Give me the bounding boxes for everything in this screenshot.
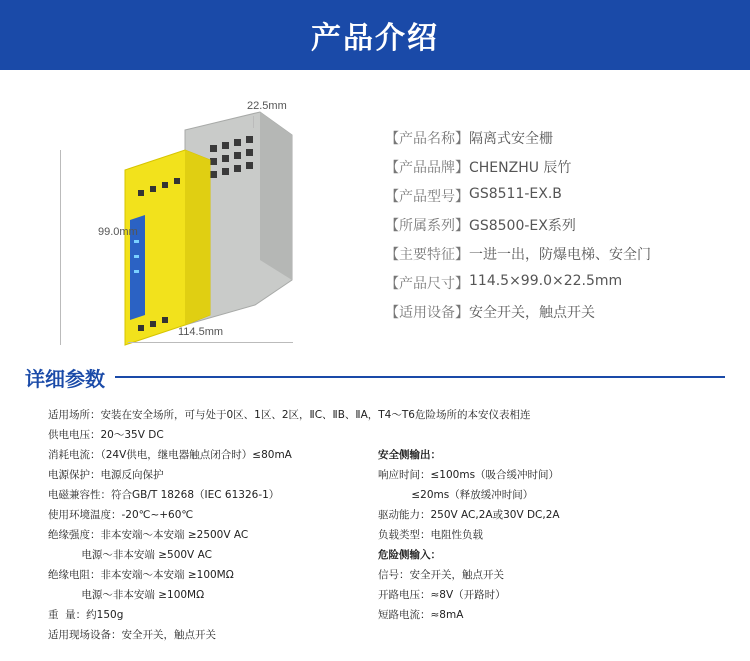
info-row-size: 【产品尺寸】 114.5×99.0×22.5mm	[385, 273, 623, 292]
param-line: 响应时间：≤100ms（吸合缓冲时间）	[378, 469, 560, 481]
dim-depth-label: 114.5mm	[178, 326, 224, 338]
param-line: 开路电压：≈8V（开路时）	[378, 589, 506, 601]
info-row-series: 【所属系列】 GS8500-EX系列	[385, 218, 576, 234]
param-line: 绝缘电阻：非本安端～本安端 ≥100MΩ	[48, 569, 234, 581]
param-line: 短路电流：≈8mA	[378, 609, 464, 621]
info-row-devices: 【适用设备】 安全开关，触点开关	[385, 305, 595, 321]
dim-line-left	[60, 150, 61, 345]
param-line: 适用现场设备：安全开关，触点开关	[48, 629, 216, 641]
header-banner	[0, 0, 750, 70]
product-image	[60, 90, 350, 350]
dim-height-label: 99.0mm	[98, 226, 138, 238]
dim-line-top	[253, 116, 254, 128]
info-row-name: 【产品名称】 隔离式安全栅	[385, 131, 553, 147]
section-title: 详细参数	[25, 366, 105, 391]
product-overview	[0, 70, 750, 350]
param-line: 电源保护：电源反向保护	[48, 469, 164, 481]
page-title: 产品介绍	[311, 21, 439, 56]
param-heading-input: 危险侧输入：	[378, 549, 441, 561]
info-row-features: 【主要特征】 一进一出，防爆电梯、安全门	[385, 247, 651, 263]
param-heading-output: 安全侧输出：	[378, 449, 441, 461]
param-line: 驱动能力：250V AC,2A或30V DC,2A	[378, 509, 560, 521]
product-figure	[60, 90, 350, 350]
param-line: 信号：安全开关，触点开关	[378, 569, 504, 581]
param-line: 供电电压：20～35V DC	[48, 429, 164, 441]
param-line: 电磁兼容性：符合GB/T 18268（IEC 61326-1）	[48, 489, 280, 501]
params-right-column	[378, 445, 560, 625]
param-line: 负载类型：电阻性负载	[378, 529, 483, 541]
dim-width-label: 22.5mm	[247, 100, 287, 112]
dim-line-bottom	[128, 342, 293, 343]
param-line: 使用环境温度：-20℃~+60℃	[48, 509, 194, 521]
info-row-model: 【产品型号】 GS8511-EX.B	[385, 186, 562, 205]
param-line: 电源～非本安端 ≥500V AC	[48, 549, 212, 561]
param-line: 消耗电流：（24V供电，继电器触点闭合时）≤80mA	[48, 449, 292, 461]
param-line: 重 量：约150g	[48, 609, 124, 621]
info-row-brand: 【产品品牌】 CHENZHU 辰竹	[385, 160, 572, 176]
param-line: 电源～非本安端 ≥100MΩ	[48, 589, 205, 601]
param-line: ≤20ms（释放缓冲时间）	[378, 489, 534, 501]
details-section-header	[25, 362, 725, 392]
section-divider	[115, 376, 725, 378]
param-line: 绝缘强度：非本安端～本安端 ≥2500V AC	[48, 529, 249, 541]
param-location: 适用场所：安装在安全场所，可与处于0区、1区、2区，ⅡC、ⅡB、ⅡA，T4～T6危险场所的本安仪表相连	[48, 409, 531, 421]
product-info-list	[385, 128, 745, 331]
